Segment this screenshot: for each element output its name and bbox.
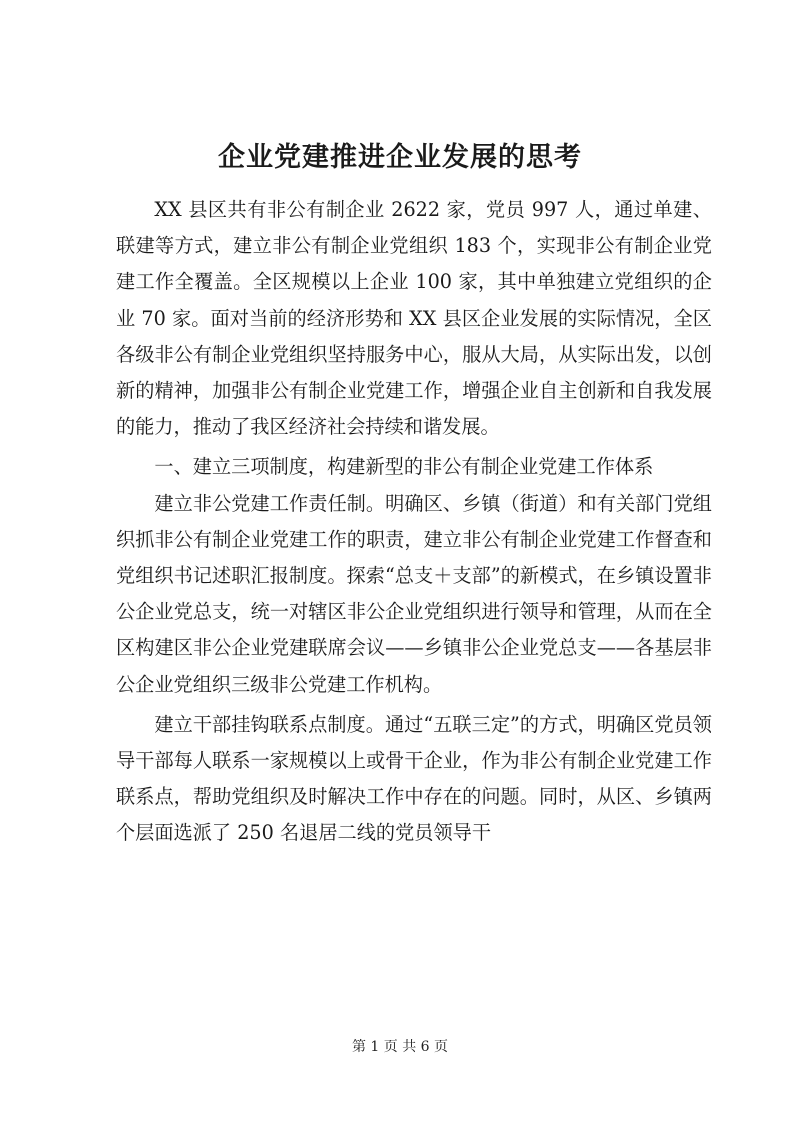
paragraph-contact-point-system: 建立干部挂钩联系点制度。通过“五联三定”的方式，明确区党员领导干部每人联系一家规模以上或骨干企业，作为非公有制企业党建工作联系点，帮助党组织及时解决工作中存在的问题。同时，从区、乡镇两个层面选派了 250 名退居二线的党员领导干: [116, 712, 712, 845]
document-body: [116, 192, 712, 852]
paragraph-responsibility-system: 建立非公党建工作责任制。明确区、乡镇（街道）和有关部门党组织抓非公有制企业党建工作的职责，建立非公有制企业党建工作督查和党组织书记述职汇报制度。探索“总支＋支部”的新模式，在乡镇设置非公企业党总支，统一对辖区非公企业党组织进行领导和管理，从而在全区构建区非公企业党建联席会议——乡镇非公企业党总支——各基层非公企业党组织三级非公党建工作机构。: [116, 491, 712, 696]
document-title: 企业党建推进企业发展的思考: [218, 142, 582, 173]
section-heading-1: 一、建立三项制度，构建新型的非公有制企业党建工作体系: [154, 455, 654, 479]
page-number-footer: 第 1 页 共 6 页: [351, 1039, 449, 1055]
paragraph-intro: XX 县区共有非公有制企业 2622 家，党员 997 人，通过单建、联建等方式，建立非公有制企业党组织 183 个，实现非公有制企业党建工作全覆盖。全区规模以上企业 100 家，其中单独建立党组织的企业 70 家。面对当前的经济形势和 XX 县区企业发展的实际情况，全区各级非公有制企业党组织坚持服务中心，服从大局，从实际出发，以创新的精神，加强非公有制企业党建工作，增强企业自主创新和自我发展的能力，推动了我区经济社会持续和谐发展。: [116, 198, 712, 439]
